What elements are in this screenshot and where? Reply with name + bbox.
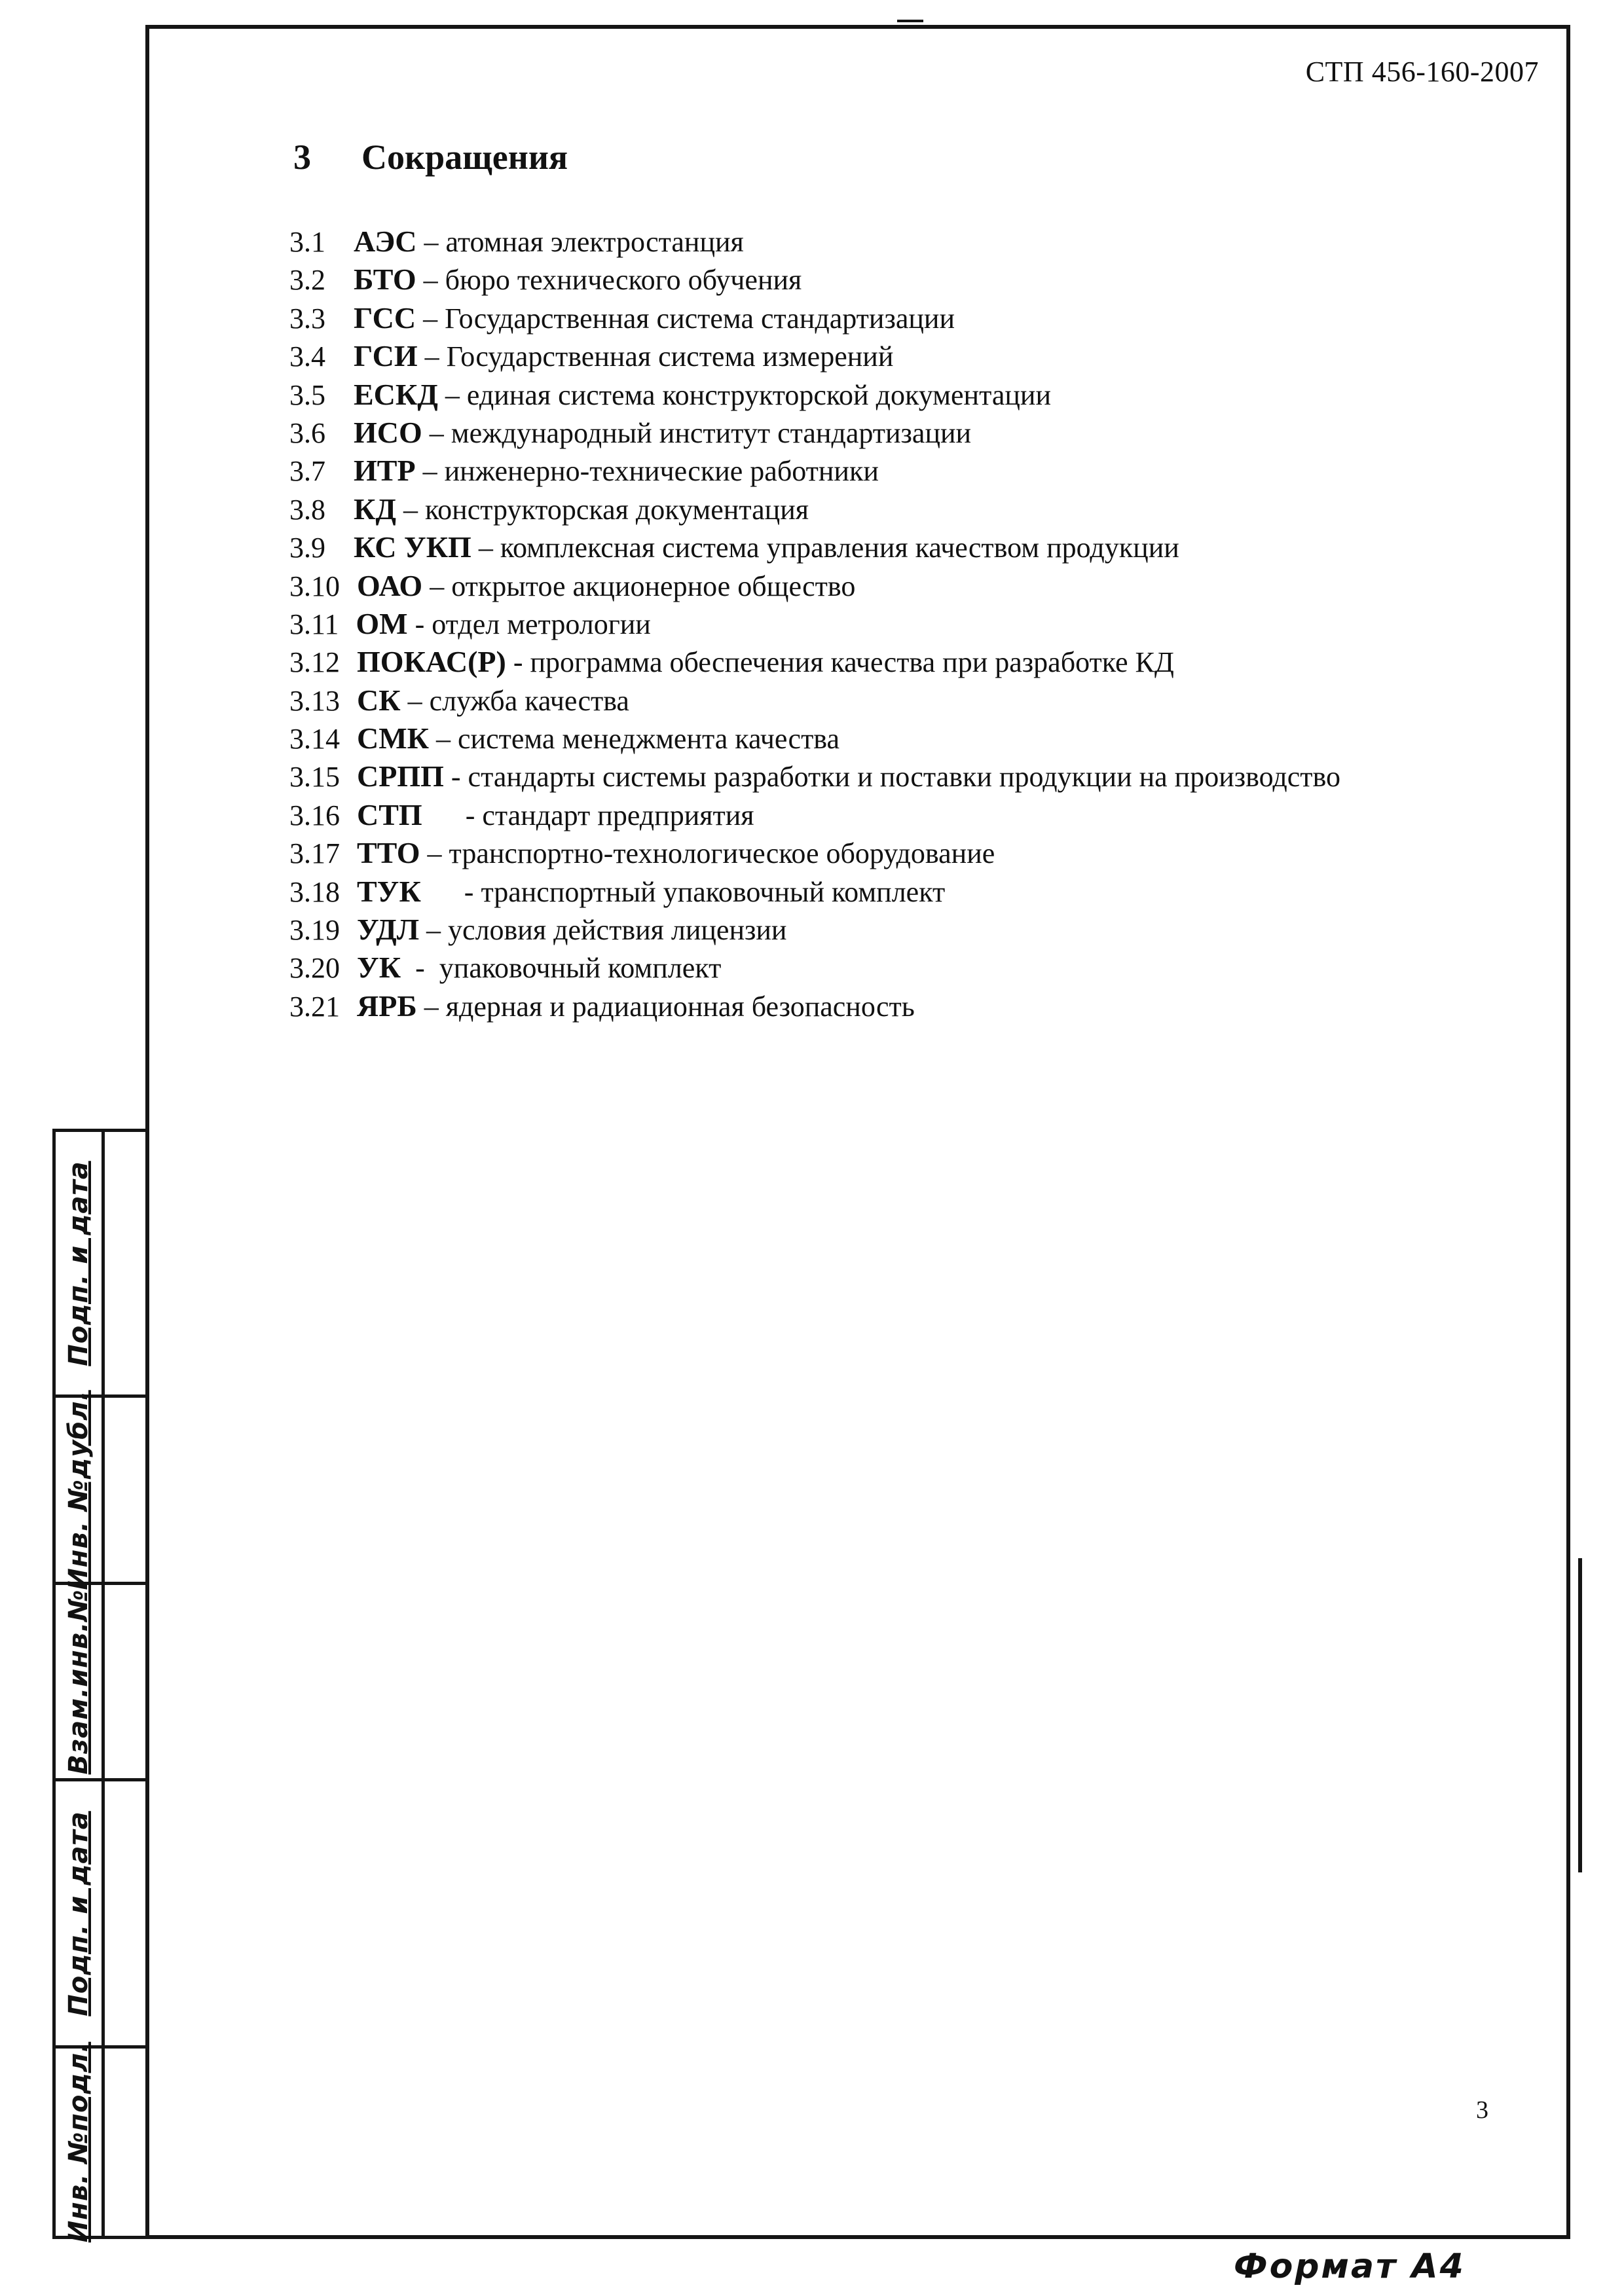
abbreviation-definition: условия действия лицензии [448, 914, 787, 947]
abbreviation-definition: конструкторская документация [425, 493, 809, 526]
stamp-cell-dup-inv [56, 1389, 101, 1590]
abbreviation-term: СМК [357, 721, 429, 756]
abbreviation-definition: служба качества [429, 684, 629, 717]
abbreviation-row [289, 528, 1340, 566]
abbreviation-separator: - [443, 761, 468, 793]
abbreviation-number: 3.11 [289, 608, 339, 640]
section-heading [293, 136, 568, 178]
abbreviation-separator: – [415, 455, 445, 488]
abbreviation-definition: бюро технического обучения [445, 264, 802, 297]
abbreviation-term: ТУК [357, 874, 421, 908]
abbreviation-separator: – [422, 416, 451, 449]
stamp-cell-orig-inv [56, 2041, 101, 2243]
abbreviation-definition: международный институт стандартизации [451, 416, 972, 449]
abbreviation-row [289, 223, 1340, 261]
abbreviation-definition: транспортный упаковочный комплект [481, 875, 946, 908]
stamp-value-cell [101, 1585, 146, 1781]
abbreviation-definition: упаковочный комплект [439, 952, 722, 985]
abbreviation-term: КС УКП [354, 530, 471, 564]
abbreviation-definition: отдел метрологии [432, 608, 651, 640]
abbreviation-definition: атомная электростанция [445, 226, 744, 258]
page-number: 3 [1476, 2096, 1488, 2124]
abbreviation-term: ЯРБ [357, 989, 417, 1023]
abbreviation-term: УДЛ [357, 913, 420, 947]
stamp-cell-replace-inv [56, 1585, 101, 1781]
stamp-value-cell [101, 1132, 146, 1398]
abbreviation-separator: - [422, 799, 483, 831]
abbreviation-definition: Государственная система измерений [446, 340, 894, 373]
abbreviation-term: КД [354, 492, 397, 526]
abbreviation-number: 3.8 [289, 493, 325, 526]
abbreviation-row [289, 720, 1340, 757]
abbreviation-separator: – [396, 493, 426, 526]
approval-stamp [52, 1129, 149, 2243]
abbreviation-number: 3.9 [289, 532, 325, 564]
abbreviation-row [289, 605, 1340, 643]
abbreviation-definition: система менеджмента качества [458, 723, 840, 756]
abbreviation-number: 3.17 [289, 837, 340, 870]
abbreviation-row [289, 337, 1340, 375]
abbreviation-separator: – [400, 684, 430, 717]
abbreviation-number: 3.7 [289, 455, 325, 488]
abbreviation-term: ПОКАС(Р) [357, 645, 506, 679]
abbreviation-definition: программа обеспечения качества при разработке КД [530, 646, 1174, 679]
stamp-value-cell [101, 1781, 146, 2049]
abbreviation-term: СТП [357, 797, 422, 831]
abbreviation-row [289, 414, 1340, 452]
abbreviation-number: 3.3 [289, 302, 325, 335]
abbreviation-definition: ядерная и радиационная безопасность [445, 990, 915, 1023]
abbreviation-number: 3.2 [289, 264, 325, 297]
abbreviation-term: ГСИ [354, 339, 418, 373]
abbreviation-row [289, 987, 1340, 1025]
abbreviation-number: 3.15 [289, 761, 340, 793]
stamp-value-cell [101, 1398, 146, 1585]
abbreviation-definition: транспортно-технологическое оборудование [449, 837, 995, 870]
abbreviation-separator: – [437, 378, 467, 411]
abbreviation-number: 3.16 [289, 799, 340, 831]
abbreviation-definition: инженерно-технические работники [444, 455, 879, 488]
abbreviation-row [289, 682, 1340, 720]
abbreviation-row [289, 834, 1340, 872]
abbreviation-row [289, 490, 1340, 528]
abbreviation-separator: – [417, 340, 447, 373]
stamp-cell-sign-date-top [56, 1132, 101, 1398]
abbreviation-number: 3.21 [289, 990, 340, 1023]
abbreviation-number: 3.12 [289, 646, 340, 679]
abbreviation-separator: - [506, 646, 530, 679]
abbreviation-term: БТО [354, 263, 416, 297]
abbreviation-row [289, 376, 1340, 414]
abbreviation-number: 3.19 [289, 914, 340, 947]
abbreviation-term: СК [357, 683, 401, 717]
abbreviation-number: 3.1 [289, 226, 325, 258]
abbreviation-separator: – [416, 226, 446, 258]
abbreviation-separator: – [471, 532, 500, 564]
abbreviation-row [289, 261, 1340, 299]
scan-mark [897, 20, 923, 22]
abbreviation-term: АЭС [354, 225, 417, 258]
abbreviation-number: 3.13 [289, 684, 340, 717]
abbreviation-number: 3.18 [289, 875, 340, 908]
abbreviation-definition: стандарты системы разработки и поставки продукции на производство [468, 761, 1340, 793]
abbreviation-number: 3.20 [289, 952, 340, 985]
abbreviation-term: ИТР [354, 454, 416, 488]
abbreviation-definition: комплексная система управления качеством продукции [500, 532, 1179, 564]
abbreviation-separator: – [422, 570, 452, 602]
section-number: 3 [293, 137, 311, 177]
abbreviation-separator: - [401, 952, 439, 985]
abbreviation-separator: – [416, 990, 446, 1023]
stamp-label-sign-date: Подп. и дата [64, 1810, 94, 2016]
abbreviation-row [289, 452, 1340, 490]
scan-mark [1578, 1558, 1582, 1872]
stamp-cell-sign-date-bottom [56, 1781, 101, 2049]
abbreviation-term: ОМ [356, 606, 408, 640]
abbreviation-term: УК [357, 951, 401, 985]
abbreviation-separator: – [420, 837, 449, 870]
abbreviation-list [289, 223, 1340, 1025]
abbreviation-row [289, 873, 1340, 911]
abbreviation-term: ГСС [354, 301, 416, 335]
abbreviation-row [289, 643, 1340, 681]
abbreviation-row [289, 299, 1340, 337]
stamp-label-replace-inv: Взам.инв.№ [64, 1589, 94, 1774]
abbreviation-row [289, 796, 1340, 834]
abbreviation-number: 3.4 [289, 340, 325, 373]
abbreviation-row [289, 757, 1340, 795]
abbreviation-row [289, 949, 1340, 987]
format-label: Формат А4 [1234, 2247, 1466, 2286]
abbreviation-term: ЕСКД [354, 377, 438, 411]
abbreviation-definition: открытое акционерное общество [451, 570, 856, 602]
abbreviation-term: ИСО [354, 415, 422, 449]
abbreviation-number: 3.5 [289, 378, 325, 411]
section-title: Сокращения [361, 137, 568, 177]
abbreviation-separator: – [429, 723, 458, 756]
abbreviation-term: ОАО [357, 568, 423, 602]
stamp-label-dup-inv: Инв. №дубл. [64, 1389, 94, 1590]
document-code: СТП 456-160-2007 [1305, 56, 1539, 88]
abbreviation-separator: – [416, 264, 445, 297]
abbreviation-term: ТТО [357, 836, 420, 870]
abbreviation-definition: единая система конструкторской документации [466, 378, 1052, 411]
abbreviation-separator: - [407, 608, 432, 640]
abbreviation-separator: – [419, 914, 449, 947]
abbreviation-row [289, 567, 1340, 605]
stamp-label-sign-date: Подп. и дата [64, 1160, 94, 1366]
stamp-label-orig-inv: Инв. №подл. [64, 2041, 94, 2243]
abbreviation-number: 3.14 [289, 723, 340, 756]
abbreviation-definition: Государственная система стандартизации [445, 302, 955, 335]
abbreviation-number: 3.6 [289, 416, 325, 449]
abbreviation-definition: стандарт предприятия [482, 799, 754, 831]
abbreviation-term: СРПП [357, 759, 444, 793]
abbreviation-separator: - [420, 875, 481, 908]
abbreviation-row [289, 911, 1340, 949]
abbreviation-separator: – [416, 302, 445, 335]
abbreviation-number: 3.10 [289, 570, 340, 602]
